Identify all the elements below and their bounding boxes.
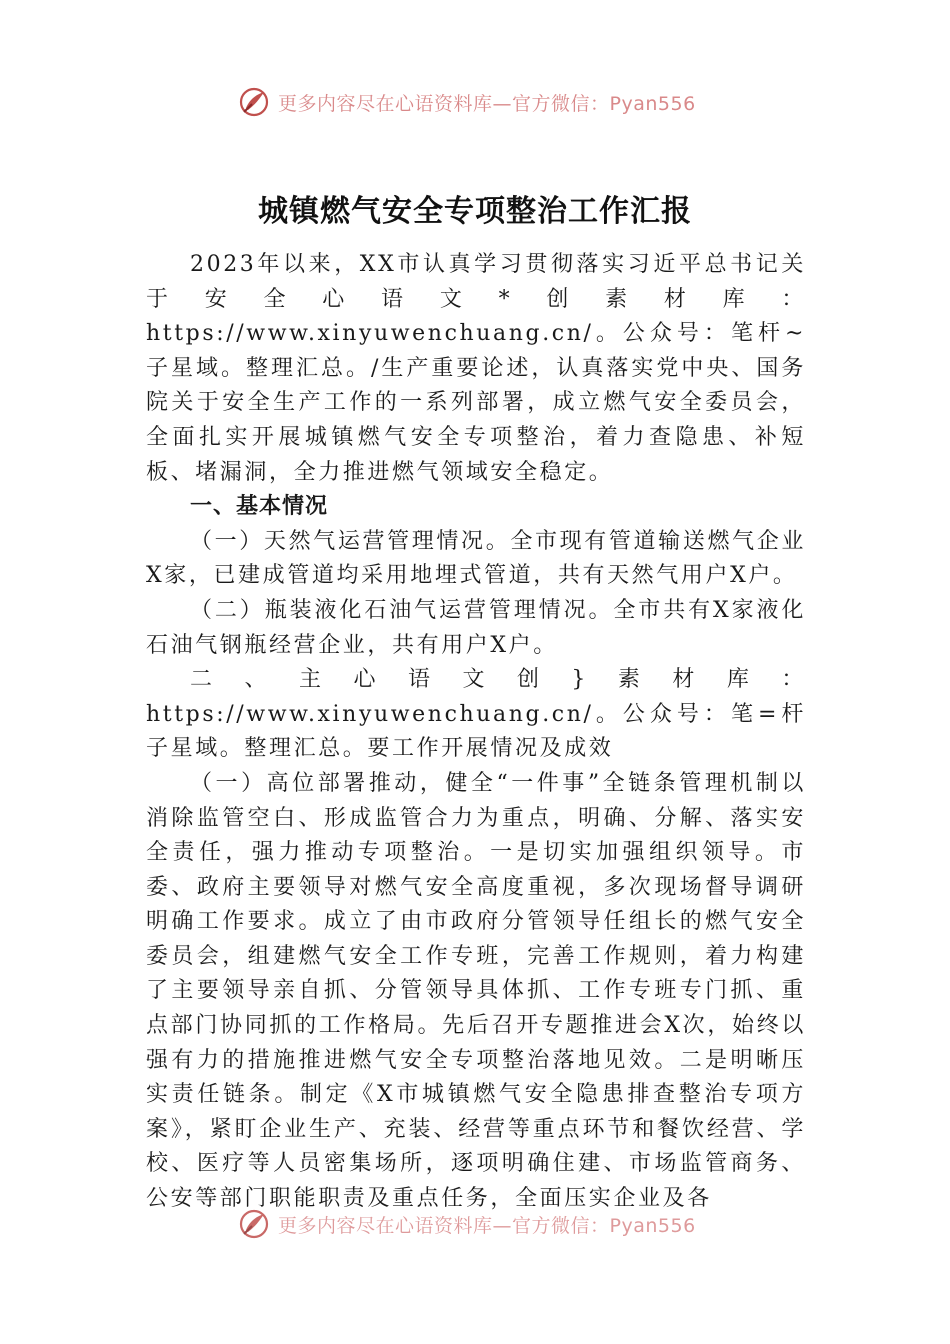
document-title: 城镇燃气安全专项整治工作汇报 [258, 194, 692, 229]
paragraph-lpg: （二）瓶装液化石油气运营管理情况。全市共有X家液化石油气钢瓶经营企业，共有用户X户。 [146, 597, 806, 658]
document-body [146, 248, 806, 1217]
section-heading-basic: 一、基本情况 [190, 494, 329, 520]
watermark-logo-icon [238, 86, 270, 118]
watermark-text: 更多内容尽在心语资料库—官方微信：Pyan556 [278, 92, 696, 115]
watermark-text: 更多内容尽在心语资料库—官方微信：Pyan556 [278, 1214, 696, 1237]
section-heading-work: 二、主心语文创}素材库：https://www.xinyuwenchuang.cn/。公众号：笔=杆子星域。整理汇总。要工作开展情况及成效 [146, 667, 806, 762]
watermark-logo-icon [238, 1208, 270, 1240]
watermark-bottom [238, 1208, 696, 1240]
paragraph-deployment: （一）高位部署推动，健全“一件事”全链条管理机制以消除监管空白、形成监管合力为重点，明确、分解、落实安全责任，强力推动专项整治。一是切实加强组织领导。市委、政府主要领导对燃气安全高度重视，多次现场督导调研明确工作要求。成立了由市政府分管领导任组长的燃气安全委员会，组建燃气安全工作专班，完善工作规则，着力构建了主要领导亲自抓、分管领导具体抓、工作专班专门抓、重点部门协同抓的工作格局。先后召开专题推进会X次，始终以强有力的措施推进燃气安全专项整治落地见效。二是明晰压实责任链条。制定《X市城镇燃气安全隐患排查整治专项方案》，紧盯企业生产、充装、经营等重点环节和餐饮经营、学校、医疗等人员密集场所，逐项明确住建、市场监管商务、公安等部门职能职责及重点任务，全面压实企业及各 [146, 770, 806, 1212]
paragraph-intro: 2023年以来，XX市认真学习贯彻落实习近平总书记关于安全心语文*创素材库：https://www.xinyuwenchuang.cn/。公众号：笔杆~子星域。整理汇总。/生产重要论述，认真落实党中央、国务院关于安全生产工作的一系列部署，成立燃气安全委员会，全面扎实开展城镇燃气安全专项整治，着力查隐患、补短板、堵漏洞，全力推进燃气领域安全稳定。 [146, 252, 806, 485]
paragraph-natural-gas: （一）天然气运营管理情况。全市现有管道输送燃气企业X家，已建成管道均采用地埋式管道，共有天然气用户X户。 [146, 528, 806, 589]
watermark-top [238, 86, 696, 118]
